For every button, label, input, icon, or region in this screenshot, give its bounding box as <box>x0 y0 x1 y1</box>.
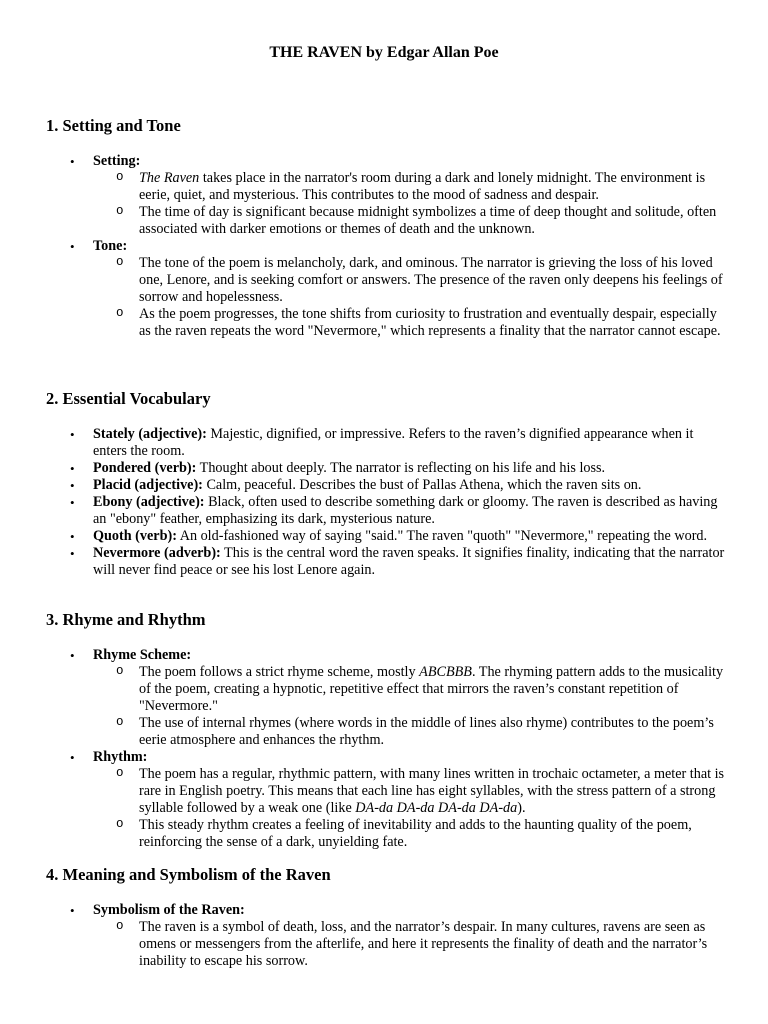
vocabulary-item <box>93 528 726 545</box>
bullet-item-symbolism <box>93 902 726 970</box>
vocabulary-item <box>93 494 726 528</box>
sub-item-text: The use of internal rhymes (where words in the middle of lines also rhyme) contributes to the poem’s eerie atmosphere and enhances the rhythm. <box>139 715 714 748</box>
sub-item <box>139 919 726 970</box>
document-title: THE RAVEN by Edgar Allan Poe <box>269 44 499 61</box>
section-heading: 4. Meaning and Symbolism of the Raven <box>46 865 331 884</box>
section-heading: 1. Setting and Tone <box>46 116 181 135</box>
sub-item-text: The tone of the poem is melancholy, dark, and ominous. The narrator is grieving the loss of his loved one, Lenore, and is seeking comfort or answers. The presence of the raven only deepens his feelings of sorrow and hopelessness. <box>139 255 723 305</box>
vocabulary-item <box>93 426 726 460</box>
bullet-list <box>46 647 726 851</box>
bullet-list <box>46 902 726 970</box>
vocabulary-term: Nevermore (adverb): <box>93 545 221 561</box>
bullet-item-setting <box>93 153 726 238</box>
bullet-label: Rhythm: <box>93 749 148 765</box>
section-setting-and-tone <box>46 116 726 340</box>
vocabulary-term: Stately (adjective): <box>93 426 207 442</box>
poem-title-italic: The Raven <box>139 170 200 186</box>
sub-list <box>93 255 726 340</box>
sub-item-text: The poem follows a strict rhyme scheme, mostly <box>139 664 420 680</box>
bullet-label: Tone: <box>93 238 128 254</box>
vocabulary-definition: Calm, peaceful. Describes the bust of Pallas Athena, which the raven sits on. <box>202 477 642 493</box>
sub-item <box>139 664 726 715</box>
sub-item-text: takes place in the narrator's room during a dark and lonely midnight. The environment is eerie, quiet, and mysterious. This contributes to the mood of sadness and despair. <box>139 170 706 203</box>
sub-list <box>93 919 726 970</box>
vocabulary-term: Placid (adjective): <box>93 477 203 493</box>
vocabulary-list <box>46 426 726 579</box>
sub-list <box>93 170 726 238</box>
bullet-item-rhyme-scheme <box>93 647 726 749</box>
vocabulary-item <box>93 477 726 494</box>
bullet-label: Symbolism of the Raven: <box>93 902 245 918</box>
sub-item <box>139 306 726 340</box>
vocabulary-definition: An old-fashioned way of saying "said." The raven "quoth" "Nevermore," repeating the word. <box>176 528 708 544</box>
sub-item <box>139 170 726 204</box>
vocabulary-definition: Black, often used to describe something dark or gloomy. The raven is described as having an "ebony" feather, emphasizing its dark, mysterious nature. <box>93 494 718 527</box>
bullet-item-rhythm <box>93 749 726 851</box>
sub-item <box>139 255 726 306</box>
vocabulary-item <box>93 460 726 477</box>
section-heading: 3. Rhyme and Rhythm <box>46 610 206 629</box>
vocabulary-definition: Majestic, dignified, or impressive. Refers to the raven’s dignified appearance when it enters the room. <box>93 426 694 459</box>
sub-item <box>139 204 726 238</box>
section-rhyme-and-rhythm <box>46 610 726 851</box>
section-heading: 2. Essential Vocabulary <box>46 389 211 408</box>
bullet-label: Rhyme Scheme: <box>93 647 192 663</box>
vocabulary-definition: Thought about deeply. The narrator is reflecting on his life and his loss. <box>196 460 606 476</box>
sub-item <box>139 817 726 851</box>
vocabulary-definition: This is the central word the raven speaks. It signifies finality, indicating that the narrator will never find peace or see his lost Lenore again. <box>93 545 725 578</box>
vocabulary-term: Quoth (verb): <box>93 528 177 544</box>
rhyme-scheme-italic: ABCBBB <box>419 664 472 680</box>
sub-list <box>93 664 726 749</box>
section-meaning-and-symbolism <box>46 865 726 970</box>
sub-item-text: As the poem progresses, the tone shifts from curiosity to frustration and eventually despair, especially as the raven repeats the word "Nevermore," which represents a finality that the narrator cannot escape. <box>139 306 721 339</box>
sub-item <box>139 766 726 817</box>
vocabulary-term: Pondered (verb): <box>93 460 197 476</box>
vocabulary-item <box>93 545 726 579</box>
sub-item-text: ). <box>517 800 526 816</box>
sub-item-text: The raven is a symbol of death, loss, and the narrator’s despair. In many cultures, ravens are seen as omens or messengers from the afterlife, and here it represents the finality of death and the narrator’s inability to escape his sorrow. <box>139 919 708 969</box>
sub-list <box>93 766 726 851</box>
vocabulary-term: Ebony (adjective): <box>93 494 205 510</box>
section-essential-vocabulary <box>46 389 726 579</box>
bullet-item-tone <box>93 238 726 340</box>
bullet-list <box>46 153 726 340</box>
sub-item <box>139 715 726 749</box>
sub-item-text: This steady rhythm creates a feeling of inevitability and adds to the haunting quality of the poem, reinforcing the sense of a dark, unyielding fate. <box>139 817 692 850</box>
sub-item-text: The time of day is significant because midnight symbolizes a time of deep thought and solitude, often associated with darker emotions or themes of death and the unknown. <box>139 204 717 237</box>
stress-pattern-italic: DA-da DA-da DA-da DA-da <box>355 800 518 816</box>
sub-item-text: The poem has a regular, rhythmic pattern, with many lines written in trochaic octameter, a meter that is rare in English poetry. This means that each line has eight syllables, with the stress pattern of a strong syllable followed by a weak one (like <box>139 766 725 816</box>
sub-item-text: . The rhyming pattern adds to the musicality of the poem, creating a hypnotic, repetitive effect that mirrors the raven’s constant repetition of "Nevermore." <box>139 664 724 714</box>
bullet-label: Setting: <box>93 153 141 169</box>
